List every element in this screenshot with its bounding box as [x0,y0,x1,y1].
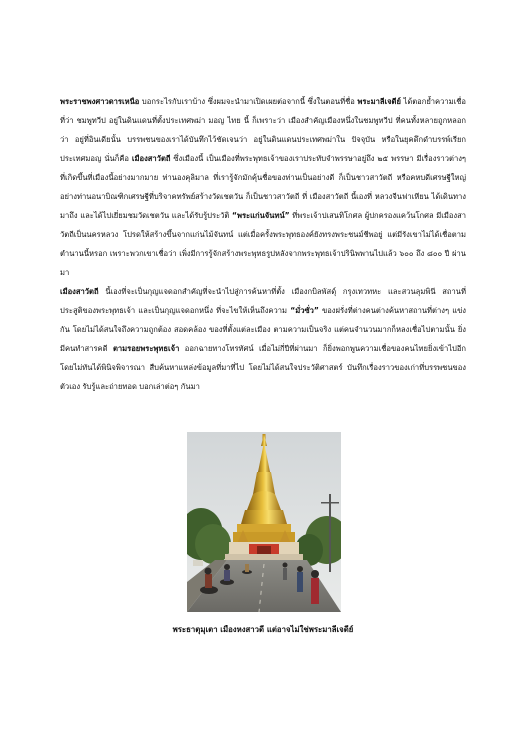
paragraph1-run: ที่พระเจ้าปเสนทิโกศล ผู้ปกครองแคว้นโกศล มีเมืองสาวัตถีเป็นนครหลวง โปรดให้สร้างขึ้นจากแก่นไม้จันทน์ แต่เมื่อครั้งพระพุทธองค์ยังทรงพระชนม์ชีพอยู่ แต่มีรังเขาไม่ได้เชื่อตามตำนานนี้หรอก เพราะพวกเขาเชื่อว่า เพิ่งมีการรู้จักสร้างพระพุทธรูปหลังจากพระพุทธเจ้าปรินิพพานไปแล้ว ๖๐๐ ถึง ๘๐๐ ปี ผ่านมา [60,211,467,277]
paragraph-1 [60,92,466,282]
paragraph1-run: “พระแก่นจันทน์” [231,211,290,220]
paragraph2-run: ออกฉายทางโทรทัศน์ เมื่อไม่กี่ปีที่ผ่านมา ก็ยิ่งพอกพูนความเชื่อของคนไทยยิ่งเข้าไปอีก โดยไม่ทันได้พินิจพิจารณา สืบค้นหาแหล่งข้อมูลที่มาที่ไป โดยไม่ได้สนใจประวัติศาสตร์ บันทึกเรื่องราวของเก่าที่บรรพชนของตัวเอง รับรู้และถ่ายทอด บอกเล่าต่อๆ กันมา [60,344,467,391]
paragraph2-run: ของฝรั่งที่ต่างคนต่างค้นหาสถานที่ต่างๆ แข่งกัน โดยไม่ได้สนใจถึงความถูกต้อง สอดคล้อง ของที่ตั้งแต่ละเมือง ตามความเป็นจริง แต่คนจำนวนมากก็หลงเชื่อไปตามนั้น ยิ่งมีคนทำสารคดี [60,306,466,353]
paragraph2-run: “มั่วซั่ว” [290,306,319,315]
paragraph2-run: นี้เองที่จะเป็นกุญแจดอกสำคัญที่จะนำไปสู่การค้นหาที่ตั้ง เมืองกบิลพัสดุ์ กรุงเทวทหะ และสวนลุมพินี สถานที่ประสูติของพระพุทธเจ้า และเป็นกุญแจดอกหนึ่ง ที่จะไขให้เห็นถึงความ [60,287,466,315]
paragraph1-run: เมืองสาวัตถี [131,154,171,163]
paragraph2-run: ตามรอยพระพุทธเจ้า [112,344,180,353]
pagoda-photo [187,432,341,612]
paragraph1-run: พระราชพงศาวดารเหนือ [60,97,140,106]
paragraph-2 [60,282,466,396]
paragraph1-run: พระมาลีเจดีย์ [357,97,401,106]
paragraph1-run: บอกระไรกับเราบ้าง ซึ่งผมจะนำมาเปิดเผยต่อจากนี้ ซึ่งในตอนที่ชื่อ [139,97,358,106]
paragraph1-run: ได้ตอกย้ำความเชื่อที่ว่า ชมพูทวีป อยู่ในดินแดนที่ตั้งประเทศพม่า มอญ ไทย นี้ ก็เพราะว่า เมืองสำคัญเมืองหนึ่งในชมพูทวีป ที่คนทั้งหลายถูกหลอกว่า อยู่ที่อินเดียนั้น บรรพชนของเราได้บันทึกไว้ชัดเจนว่า อยู่ในดินแดนประเทศพม่าใน ปัจจุบัน หรือในยุคดึกดำบรรพ์เรียกประเทศมอญ นั่นก็คือ [60,97,466,163]
photo-caption: พระธาตุมุเตา เมืองหงสาวดี แต่อาจไม่ใช่พระมาลีเจดีย์ [172,625,354,634]
paragraph2-run: เมืองสาวัตถี [60,287,99,296]
paragraph1-run: ซึ่งเมืองนี้ เป็นเมืองที่พระพุทธเจ้าของเราประทับจำพรรษาอยู่ถึง ๒๕ พรรษา มีเรื่องราวต่างๆ ที่เกิดขึ้นที่เมืองนี้อย่างมากมาย ท่านองคุลิมาล ที่เรารู้จักมักคุ้นชื่อของท่านเป็นอย่างดี ก็เป็นชาวสาวัตถี หรือคหบดีเศรษฐีใหญ่อย่างท่านอนาบิณฑิกเศรษฐีที่บริจาคทรัพย์สร้างวัดเชตวัน ก็เป็นชาวสาวัตถี ที่ เมืองสาวัตถี นี้เองที่ หลวงจีนฟาเหียน ได้เดินทางมาถึง และได้ไปเยี่ยมชมวัดเชตวัน และได้รับรู้ประวัติ [60,154,466,220]
